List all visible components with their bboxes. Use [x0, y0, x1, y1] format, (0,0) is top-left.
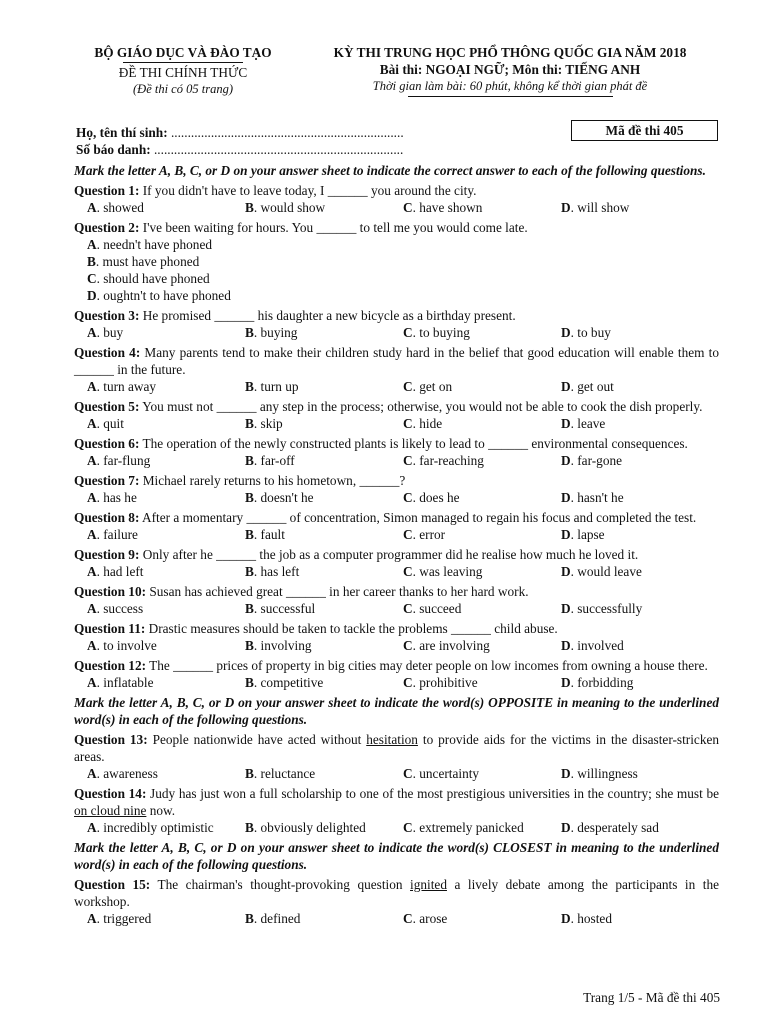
answer-option-d [561, 415, 719, 432]
option-letter: B [245, 379, 254, 394]
question-item [74, 307, 719, 341]
option-letter: A [87, 200, 97, 215]
answer-option-d [87, 287, 410, 304]
answer-option-d [561, 765, 719, 782]
option-text: . has left [253, 564, 300, 579]
option-text: . failure [96, 527, 138, 542]
option-text: . hosted [570, 911, 612, 926]
answer-options [74, 236, 719, 304]
question-text [74, 620, 719, 637]
option-text: . skip [253, 416, 283, 431]
option-letter: A [87, 820, 97, 835]
answer-option-b [245, 199, 403, 216]
answer-option-a [87, 415, 245, 432]
option-text: . had left [96, 564, 144, 579]
ministry-name: BỘ GIÁO DỤC VÀ ĐÀO TẠO [94, 45, 272, 60]
answer-option-d [561, 378, 719, 395]
option-letter: D [87, 288, 97, 303]
option-text: . inflatable [96, 675, 154, 690]
question-item [74, 546, 719, 580]
option-text: . hasn't he [570, 490, 624, 505]
question-label: Question 12: [74, 658, 147, 673]
option-letter: A [87, 766, 97, 781]
question-item [74, 472, 719, 506]
option-letter: A [87, 453, 97, 468]
answer-option-a [87, 563, 245, 580]
answer-option-b [245, 415, 403, 432]
question-stem: If you didn't have to leave today, I ______ you around the city. [139, 183, 477, 198]
option-text: . awareness [96, 766, 158, 781]
option-letter: C [403, 564, 413, 579]
option-text: . extremely panicked [412, 820, 524, 835]
answer-options [74, 452, 719, 469]
answer-options [74, 415, 719, 432]
option-text: . buy [96, 325, 124, 340]
option-text: . does he [412, 490, 460, 505]
option-letter: A [87, 379, 97, 394]
option-text: . buying [253, 325, 298, 340]
question-item [74, 731, 719, 782]
question-text [74, 398, 719, 415]
question-label: Question 1: [74, 183, 140, 198]
exam-title: KỲ THI TRUNG HỌC PHỔ THÔNG QUỐC GIA NĂM 2018 [333, 45, 687, 60]
option-text: . competitive [253, 675, 324, 690]
option-letter: B [245, 675, 254, 690]
option-letter: D [561, 325, 571, 340]
option-text: . involved [570, 638, 624, 653]
answer-option-c [403, 674, 561, 691]
question-text [74, 876, 719, 910]
option-letter: B [245, 766, 254, 781]
question-stem: He promised ______ his daughter a new bicycle as a birthday present. [139, 308, 516, 323]
answer-option-c [403, 600, 561, 617]
option-letter: D [561, 601, 571, 616]
answer-option-a [87, 324, 245, 341]
answer-option-d [561, 910, 719, 927]
option-letter: D [561, 911, 571, 926]
answer-option-a [87, 910, 245, 927]
option-letter: B [87, 254, 96, 269]
question-stem: Michael rarely returns to his hometown, ______? [139, 473, 406, 488]
option-text: . uncertainty [412, 766, 480, 781]
answer-option-c [87, 270, 410, 287]
option-letter: B [245, 490, 254, 505]
option-letter: C [403, 325, 413, 340]
answer-option-a [87, 637, 245, 654]
option-letter: A [87, 564, 97, 579]
candidate-id-label: Số báo danh: [76, 142, 151, 157]
answer-option-b [245, 910, 403, 927]
answer-option-b [87, 253, 410, 270]
answer-option-c [403, 526, 561, 543]
answer-option-d [561, 637, 719, 654]
option-text: . turn away [96, 379, 157, 394]
option-text: . quit [96, 416, 124, 431]
question-stem: Judy has just won a full scholarship to one of the most prestigious universities in the country; she must be [146, 786, 719, 801]
option-letter: C [403, 766, 413, 781]
option-letter: A [87, 325, 97, 340]
answer-option-a [87, 765, 245, 782]
candidate-name-dots: ...................................................................... [167, 125, 404, 140]
option-text: . far-gone [570, 453, 623, 468]
answer-option-d [561, 674, 719, 691]
option-letter: A [87, 237, 97, 252]
answer-options [74, 600, 719, 617]
question-text [74, 219, 719, 236]
question-item [74, 182, 719, 216]
answer-option-c [403, 415, 561, 432]
question-label: Question 14: [74, 786, 147, 801]
option-letter: D [561, 820, 571, 835]
option-letter: C [403, 911, 413, 926]
option-letter: B [245, 527, 254, 542]
option-text: . fault [253, 527, 285, 542]
question-item [74, 398, 719, 432]
option-letter: D [561, 675, 571, 690]
answer-option-c [403, 199, 561, 216]
option-letter: A [87, 601, 97, 616]
question-stem-end: to provide aids for the victims in the disaster-stricken areas. [74, 732, 720, 764]
question-text [74, 583, 719, 600]
answer-option-b [245, 600, 403, 617]
answer-option-b [245, 489, 403, 506]
option-letter: B [245, 638, 254, 653]
question-item [74, 509, 719, 543]
underlined-word: on cloud nine [74, 803, 147, 818]
question-label: Question 13: [74, 732, 148, 747]
question-item [74, 583, 719, 617]
option-letter: D [561, 416, 571, 431]
option-text: . desperately sad [570, 820, 659, 835]
option-text: . turn up [253, 379, 299, 394]
answer-option-a [87, 489, 245, 506]
answer-option-b [245, 378, 403, 395]
option-text: . success [96, 601, 144, 616]
pages-note: (Đề thi có 05 trang) [133, 82, 233, 96]
candidate-info [76, 124, 404, 158]
question-label: Question 10: [74, 584, 147, 599]
option-letter: A [87, 527, 97, 542]
answer-option-b [245, 819, 403, 836]
option-text: . oughtn't to have phoned [96, 288, 231, 303]
answer-option-b [245, 674, 403, 691]
time-underline [408, 96, 613, 97]
option-text: . have shown [412, 200, 483, 215]
question-stem: The operation of the newly constructed plants is likely to lead to ______ environmental consequences. [139, 436, 688, 451]
option-text: . would leave [570, 564, 642, 579]
option-text: . has he [96, 490, 137, 505]
option-text: . to buying [412, 325, 470, 340]
answer-option-b [245, 765, 403, 782]
answer-options [74, 489, 719, 506]
answer-option-a [87, 378, 245, 395]
option-letter: C [403, 638, 413, 653]
answer-option-c [403, 819, 561, 836]
answer-option-c [403, 765, 561, 782]
underlined-word: ignited [410, 877, 447, 892]
option-letter: B [245, 911, 254, 926]
option-letter: B [245, 820, 254, 835]
option-text: . incredibly optimistic [96, 820, 214, 835]
exam-header [0, 44, 770, 104]
option-letter: C [403, 675, 413, 690]
option-letter: D [561, 490, 571, 505]
question-label: Question 8: [74, 510, 140, 525]
answer-options [74, 526, 719, 543]
option-letter: A [87, 911, 97, 926]
option-text: . reluctance [253, 766, 316, 781]
question-text [74, 307, 719, 324]
option-text: . succeed [412, 601, 462, 616]
option-text: . to involve [96, 638, 157, 653]
option-text: . forbidding [570, 675, 634, 690]
option-letter: D [561, 200, 571, 215]
option-letter: B [245, 601, 254, 616]
candidate-id-dots: ........................................................................... [150, 142, 404, 157]
candidate-name-line [76, 124, 404, 141]
option-text: . are involving [412, 638, 490, 653]
option-letter: C [403, 416, 413, 431]
section-instruction: Mark the letter A, B, C, or D on your answer sheet to indicate the word(s) CLOSEST in meaning to the underlined word(s) in each of the following questions. [74, 840, 719, 872]
answer-option-a [87, 452, 245, 469]
question-label: Question 7: [74, 473, 140, 488]
option-text: . must have phoned [95, 254, 200, 269]
option-text: . prohibitive [412, 675, 478, 690]
option-text: . will show [570, 200, 630, 215]
option-text: . successful [253, 601, 316, 616]
exam-code-box: Mã đề thi 405 [571, 120, 718, 141]
question-text [74, 509, 719, 526]
exam-subject: Bài thi: NGOẠI NGỮ; Môn thi: TIẾNG ANH [379, 62, 641, 77]
option-text: . doesn't he [253, 490, 314, 505]
answer-option-a [87, 199, 245, 216]
question-item [74, 344, 719, 395]
option-text: . needn't have phoned [96, 237, 212, 252]
answer-option-d [561, 526, 719, 543]
option-text: . error [412, 527, 446, 542]
answer-option-d [561, 489, 719, 506]
official-label: ĐỀ THI CHÍNH THỨC [118, 65, 248, 80]
answer-option-b [245, 563, 403, 580]
answer-option-b [245, 526, 403, 543]
question-stem: After a momentary ______ of concentration, Simon managed to regain his focus and completed the test. [139, 510, 697, 525]
question-label: Question 2: [74, 220, 140, 235]
answer-options [74, 378, 719, 395]
option-letter: C [403, 379, 413, 394]
option-letter: A [87, 638, 97, 653]
option-text: . far-reaching [412, 453, 484, 468]
option-text: . triggered [96, 911, 152, 926]
option-letter: D [561, 564, 571, 579]
question-label: Question 15: [74, 877, 151, 892]
section-instruction: Mark the letter A, B, C, or D on your answer sheet to indicate the word(s) OPPOSITE in meaning to the underlined word(s) in each of the following questions. [74, 695, 719, 727]
question-label: Question 11: [74, 621, 146, 636]
question-label: Question 3: [74, 308, 140, 323]
answer-option-a [87, 236, 410, 253]
answer-options [74, 637, 719, 654]
answer-option-d [561, 563, 719, 580]
header-right [300, 44, 720, 97]
question-item [74, 219, 719, 304]
question-stem: People nationwide have acted without [147, 732, 367, 747]
answer-option-a [87, 674, 245, 691]
answer-options [74, 324, 719, 341]
candidate-id-line [76, 141, 404, 158]
answer-option-c [403, 489, 561, 506]
option-letter: B [245, 564, 254, 579]
question-text [74, 435, 719, 452]
answer-options [74, 563, 719, 580]
option-letter: C [403, 490, 413, 505]
option-text: . would show [253, 200, 326, 215]
option-letter: B [245, 416, 254, 431]
header-left [72, 44, 294, 98]
question-stem: Only after he ______ the job as a computer programmer did he realise how much he loved it. [139, 547, 639, 562]
option-letter: C [403, 820, 413, 835]
question-text [74, 546, 719, 563]
question-text [74, 182, 719, 199]
answer-options [74, 765, 719, 782]
option-letter: D [561, 766, 571, 781]
option-letter: A [87, 675, 97, 690]
option-text: . leave [570, 416, 606, 431]
question-item [74, 620, 719, 654]
answer-option-a [87, 600, 245, 617]
answer-option-b [245, 324, 403, 341]
section-instruction: Mark the letter A, B, C, or D on your answer sheet to indicate the correct answer to each of the following questions. [74, 163, 706, 178]
option-text: . to buy [570, 325, 611, 340]
option-text: . arose [412, 911, 448, 926]
question-item [74, 785, 719, 836]
answer-options [74, 819, 719, 836]
option-letter: D [561, 453, 571, 468]
option-text: . involving [253, 638, 312, 653]
question-text [74, 657, 719, 674]
ministry-underline [123, 62, 243, 63]
page-footer: Trang 1/5 - Mã đề thi 405 [583, 990, 720, 1005]
question-label: Question 5: [74, 399, 140, 414]
question-stem: Many parents tend to make their children study hard in the belief that good education will enable them to ______ in the future. [74, 345, 719, 377]
question-stem-end: now. [146, 803, 176, 818]
option-text: . get out [570, 379, 614, 394]
question-stem: The chairman's thought-provoking question [150, 877, 411, 892]
option-letter: B [245, 325, 254, 340]
option-text: . obviously delighted [253, 820, 366, 835]
option-letter: C [403, 601, 413, 616]
answer-option-c [403, 563, 561, 580]
option-letter: B [245, 453, 254, 468]
question-text [74, 344, 719, 378]
option-text: . defined [253, 911, 301, 926]
questions-content [74, 162, 719, 930]
question-stem: You must not ______ any step in the process; otherwise, you would not be able to cook the dish properly. [139, 399, 703, 414]
question-text [74, 472, 719, 489]
option-text: . far-off [253, 453, 295, 468]
option-letter: A [87, 416, 97, 431]
answer-option-c [403, 378, 561, 395]
answer-option-c [403, 910, 561, 927]
question-label: Question 9: [74, 547, 140, 562]
option-text: . get on [412, 379, 453, 394]
answer-option-d [561, 324, 719, 341]
option-letter: A [87, 490, 97, 505]
answer-option-d [561, 199, 719, 216]
answer-option-c [403, 452, 561, 469]
option-text: . willingness [570, 766, 638, 781]
option-letter: D [561, 638, 571, 653]
underlined-word: hesitation [366, 732, 418, 747]
answer-option-a [87, 819, 245, 836]
exam-time: Thời gian làm bài: 60 phút, không kể thời gian phát đề [372, 79, 648, 93]
question-stem: Susan has achieved great ______ in her career thanks to her hard work. [146, 584, 529, 599]
answer-option-d [561, 819, 719, 836]
option-letter: D [561, 379, 571, 394]
candidate-name-label: Họ, tên thí sinh: [76, 125, 168, 140]
answer-options [74, 674, 719, 691]
option-letter: C [87, 271, 97, 286]
option-text: . was leaving [412, 564, 483, 579]
option-letter: B [245, 200, 254, 215]
answer-option-c [403, 637, 561, 654]
option-letter: C [403, 527, 413, 542]
option-letter: C [403, 453, 413, 468]
question-item [74, 876, 719, 927]
answer-option-b [245, 452, 403, 469]
answer-option-d [561, 452, 719, 469]
option-text: . far-flung [96, 453, 151, 468]
question-label: Question 6: [74, 436, 140, 451]
question-stem: Drastic measures should be taken to tackle the problems ______ child abuse. [145, 621, 558, 636]
question-text [74, 731, 719, 765]
question-text [74, 785, 719, 819]
option-letter: C [403, 200, 413, 215]
question-item [74, 657, 719, 691]
answer-options [74, 910, 719, 927]
option-text: . should have phoned [96, 271, 210, 286]
question-item [74, 435, 719, 469]
question-stem: I've been waiting for hours. You ______ to tell me you would come late. [139, 220, 528, 235]
answer-option-c [403, 324, 561, 341]
question-label: Question 4: [74, 345, 141, 360]
answer-option-b [245, 637, 403, 654]
option-text: . lapse [570, 527, 605, 542]
option-letter: D [561, 527, 571, 542]
option-text: . showed [96, 200, 144, 215]
option-text: . hide [412, 416, 443, 431]
answer-options [74, 199, 719, 216]
option-text: . successfully [570, 601, 643, 616]
question-stem-end: a lively debate among the participants in the workshop. [74, 877, 719, 909]
question-stem: The ______ prices of property in big cities may deter people on low incomes from owning a house there. [146, 658, 708, 673]
answer-option-a [87, 526, 245, 543]
answer-option-d [561, 600, 719, 617]
